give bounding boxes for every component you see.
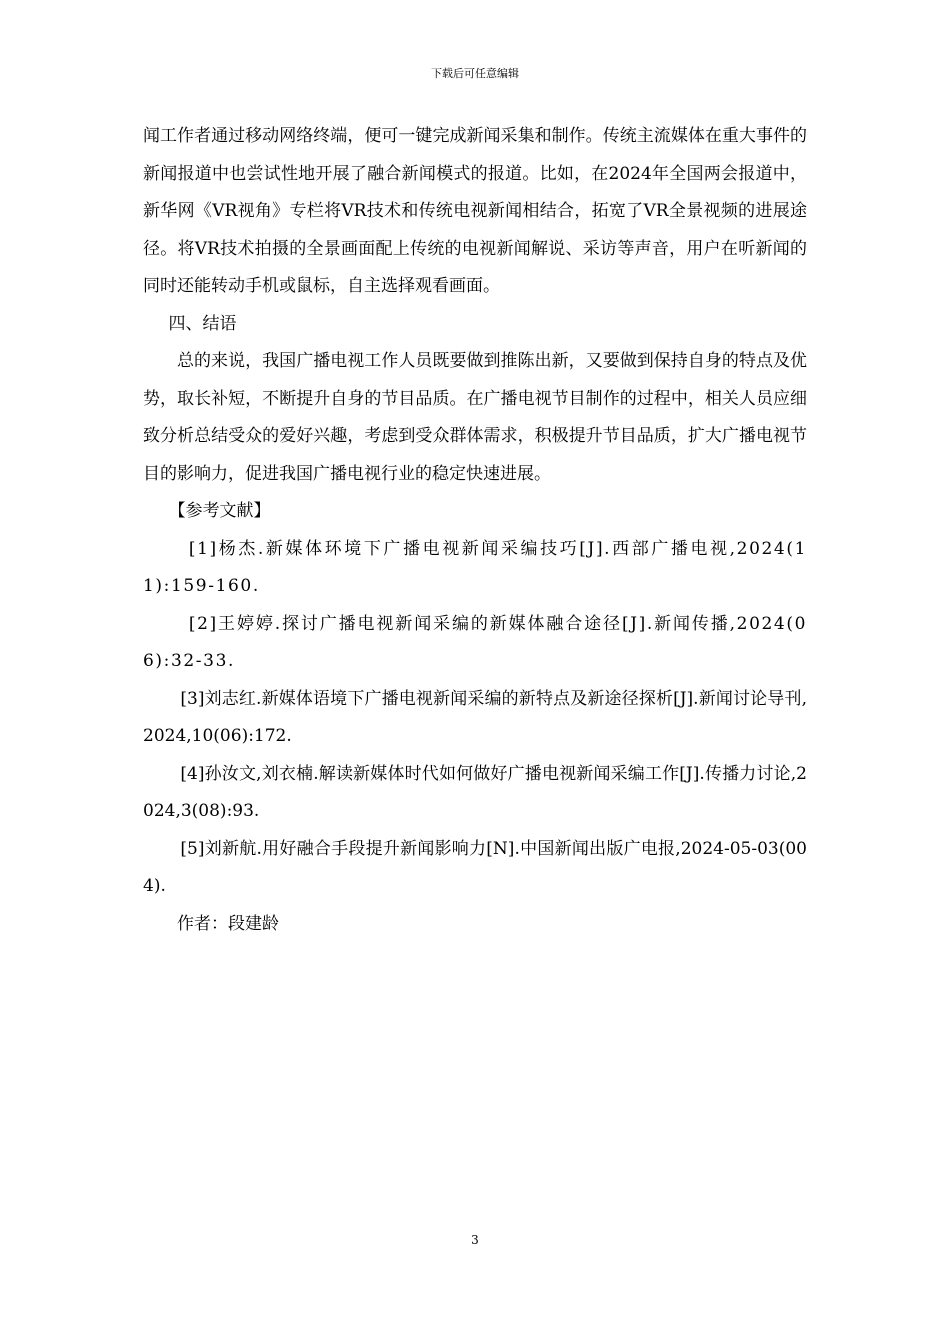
references-heading: 【参考文献】	[168, 501, 271, 521]
reference-item: [2]王婷婷.探讨广播电视新闻采编的新媒体融合途径[J].新闻传播,2024(06):32-33.	[143, 613, 807, 671]
reference-item: [5]刘新航.用好融合手段提升新闻影响力[N].中国新闻出版广电报,2024-05-03(004).	[143, 838, 807, 896]
reference-item: [3]刘志红.新媒体语境下广播电视新闻采编的新特点及新途径探析[J].新闻讨论导刊,2024,10(06):172.	[143, 688, 807, 746]
page-header: 下载后可任意编辑	[431, 67, 519, 80]
section-heading: 四、结语	[168, 313, 237, 334]
reference-item: [4]孙汝文,刘衣楠.解读新媒体时代如何做好广播电视新闻采编工作[J].传播力讨论,2024,3(08):93.	[143, 763, 807, 821]
document-body	[143, 118, 807, 943]
intro-paragraph: 闻工作者通过移动网络终端，便可一键完成新闻采集和制作。传统主流媒体在重大事件的新闻报道中也尝试性地开展了融合新闻模式的报道。比如，在2024年全国两会报道中，新华网《VR视角》专栏将VR技术和传统电视新闻相结合，拓宽了VR全景视频的进展途径。将VR技术拍摄的全景画面配上传统的电视新闻解说、采访等声音，用户在听新闻的同时还能转动手机或鼠标，自主选择观看画面。	[143, 126, 807, 296]
reference-item: [1]杨杰.新媒体环境下广播电视新闻采编技巧[J].西部广播电视,2024(11):159-160.	[143, 538, 807, 596]
conclusion-paragraph: 总的来说，我国广播电视工作人员既要做到推陈出新，又要做到保持自身的特点及优势，取长补短，不断提升自身的节目品质。在广播电视节目制作的过程中，相关人员应细致分析总结受众的爱好兴趣，考虑到受众群体需求，积极提升节目品质，扩大广播电视节目的影响力，促进我国广播电视行业的稳定快速进展。	[143, 351, 807, 484]
author-line: 作者：段建龄	[177, 913, 279, 934]
page-number: 3	[471, 1233, 479, 1247]
